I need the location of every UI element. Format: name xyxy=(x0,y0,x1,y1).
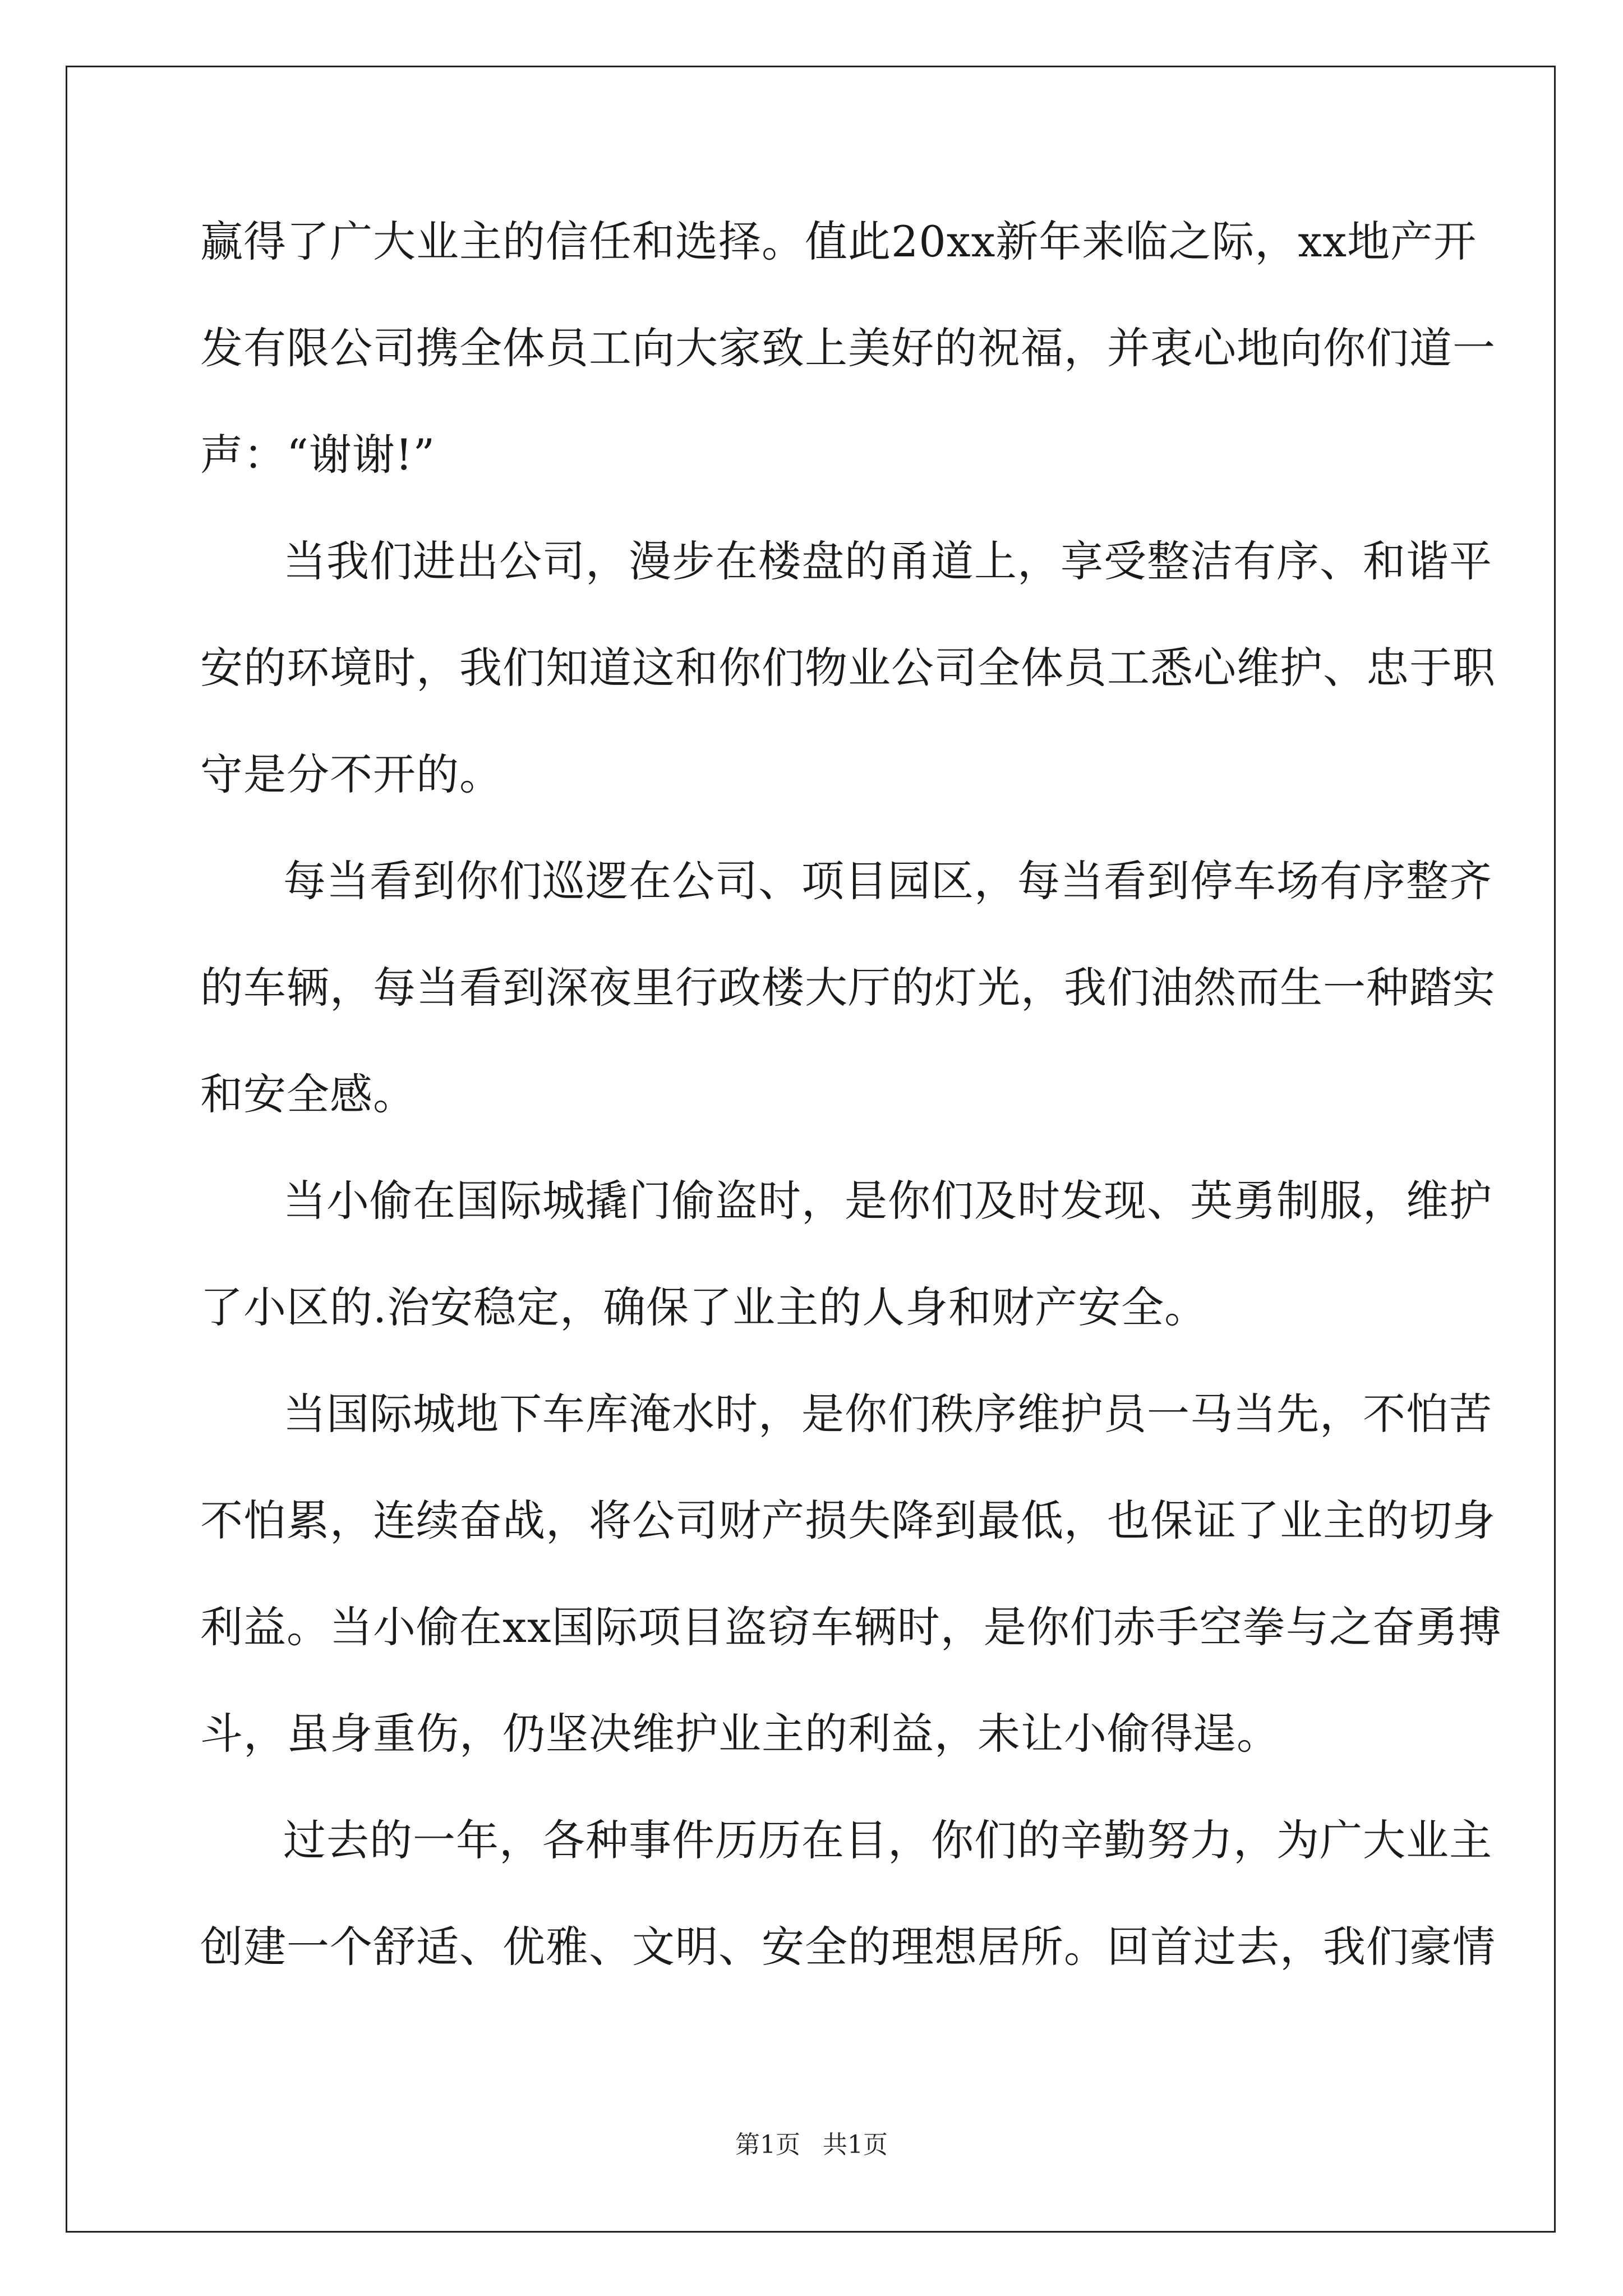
text-line: 赢得了广大业主的信任和选择。值此20xx新年来临之际，xx地产开 xyxy=(200,217,1477,266)
text-line: 守是分不开的。 xyxy=(200,749,502,799)
paragraph xyxy=(200,850,1496,1170)
paragraph xyxy=(200,531,1496,850)
text-line: 每当看到你们巡逻在公司、项目园区，每当看到停车场有序整齐 xyxy=(283,856,1492,906)
text-line: 安的环境时，我们知道这和你们物业公司全体员工悉心维护、忠于职 xyxy=(200,643,1496,693)
text-line: 利益。当小偷在xx国际项目盗窃车辆时，是你们赤手空拳与之奋勇搏 xyxy=(200,1602,1502,1652)
paragraph xyxy=(200,1383,1502,1810)
text-line: 声：“谢谢!” xyxy=(200,430,436,480)
paragraph xyxy=(200,1810,1496,2023)
paragraph xyxy=(200,1170,1492,1383)
page-number-total: 共1页 xyxy=(823,2131,888,2159)
text-line: 发有限公司携全体员工向大家致上美好的祝福，并衷心地向你们道一 xyxy=(200,323,1496,373)
document-body xyxy=(200,211,1502,2023)
text-line: 不怕累，连续奋战，将公司财产损失降到最低，也保证了业主的切身 xyxy=(200,1496,1496,1545)
text-line: 了小区的.治安稳定，确保了业主的人身和财产安全。 xyxy=(200,1282,1208,1332)
text-line: 当我们进出公司，漫步在楼盘的甬道上，享受整洁有序、和谐平 xyxy=(283,536,1492,586)
page-number-current: 第1页 xyxy=(735,2131,800,2159)
text-line: 创建一个舒适、优雅、文明、安全的理想居所。回首过去，我们豪情 xyxy=(200,1922,1496,1972)
text-line: 的车辆，每当看到深夜里行政楼大厅的灯光，我们油然而生一种踏实 xyxy=(200,963,1496,1013)
text-line: 当小偷在国际城撬门偷盗时，是你们及时发现、英勇制服，维护 xyxy=(283,1176,1492,1226)
paragraph xyxy=(200,211,1496,531)
text-line: 斗，虽身重伤，仍坚决维护业主的利益，未让小偷得逞。 xyxy=(200,1709,1280,1759)
page-footer xyxy=(0,2128,1623,2162)
text-line: 过去的一年，各种事件历历在目，你们的辛勤努力，为广大业主 xyxy=(283,1815,1492,1865)
text-line: 和安全感。 xyxy=(200,1069,416,1119)
text-line: 当国际城地下车库淹水时，是你们秩序维护员一马当先，不怕苦 xyxy=(283,1389,1492,1439)
